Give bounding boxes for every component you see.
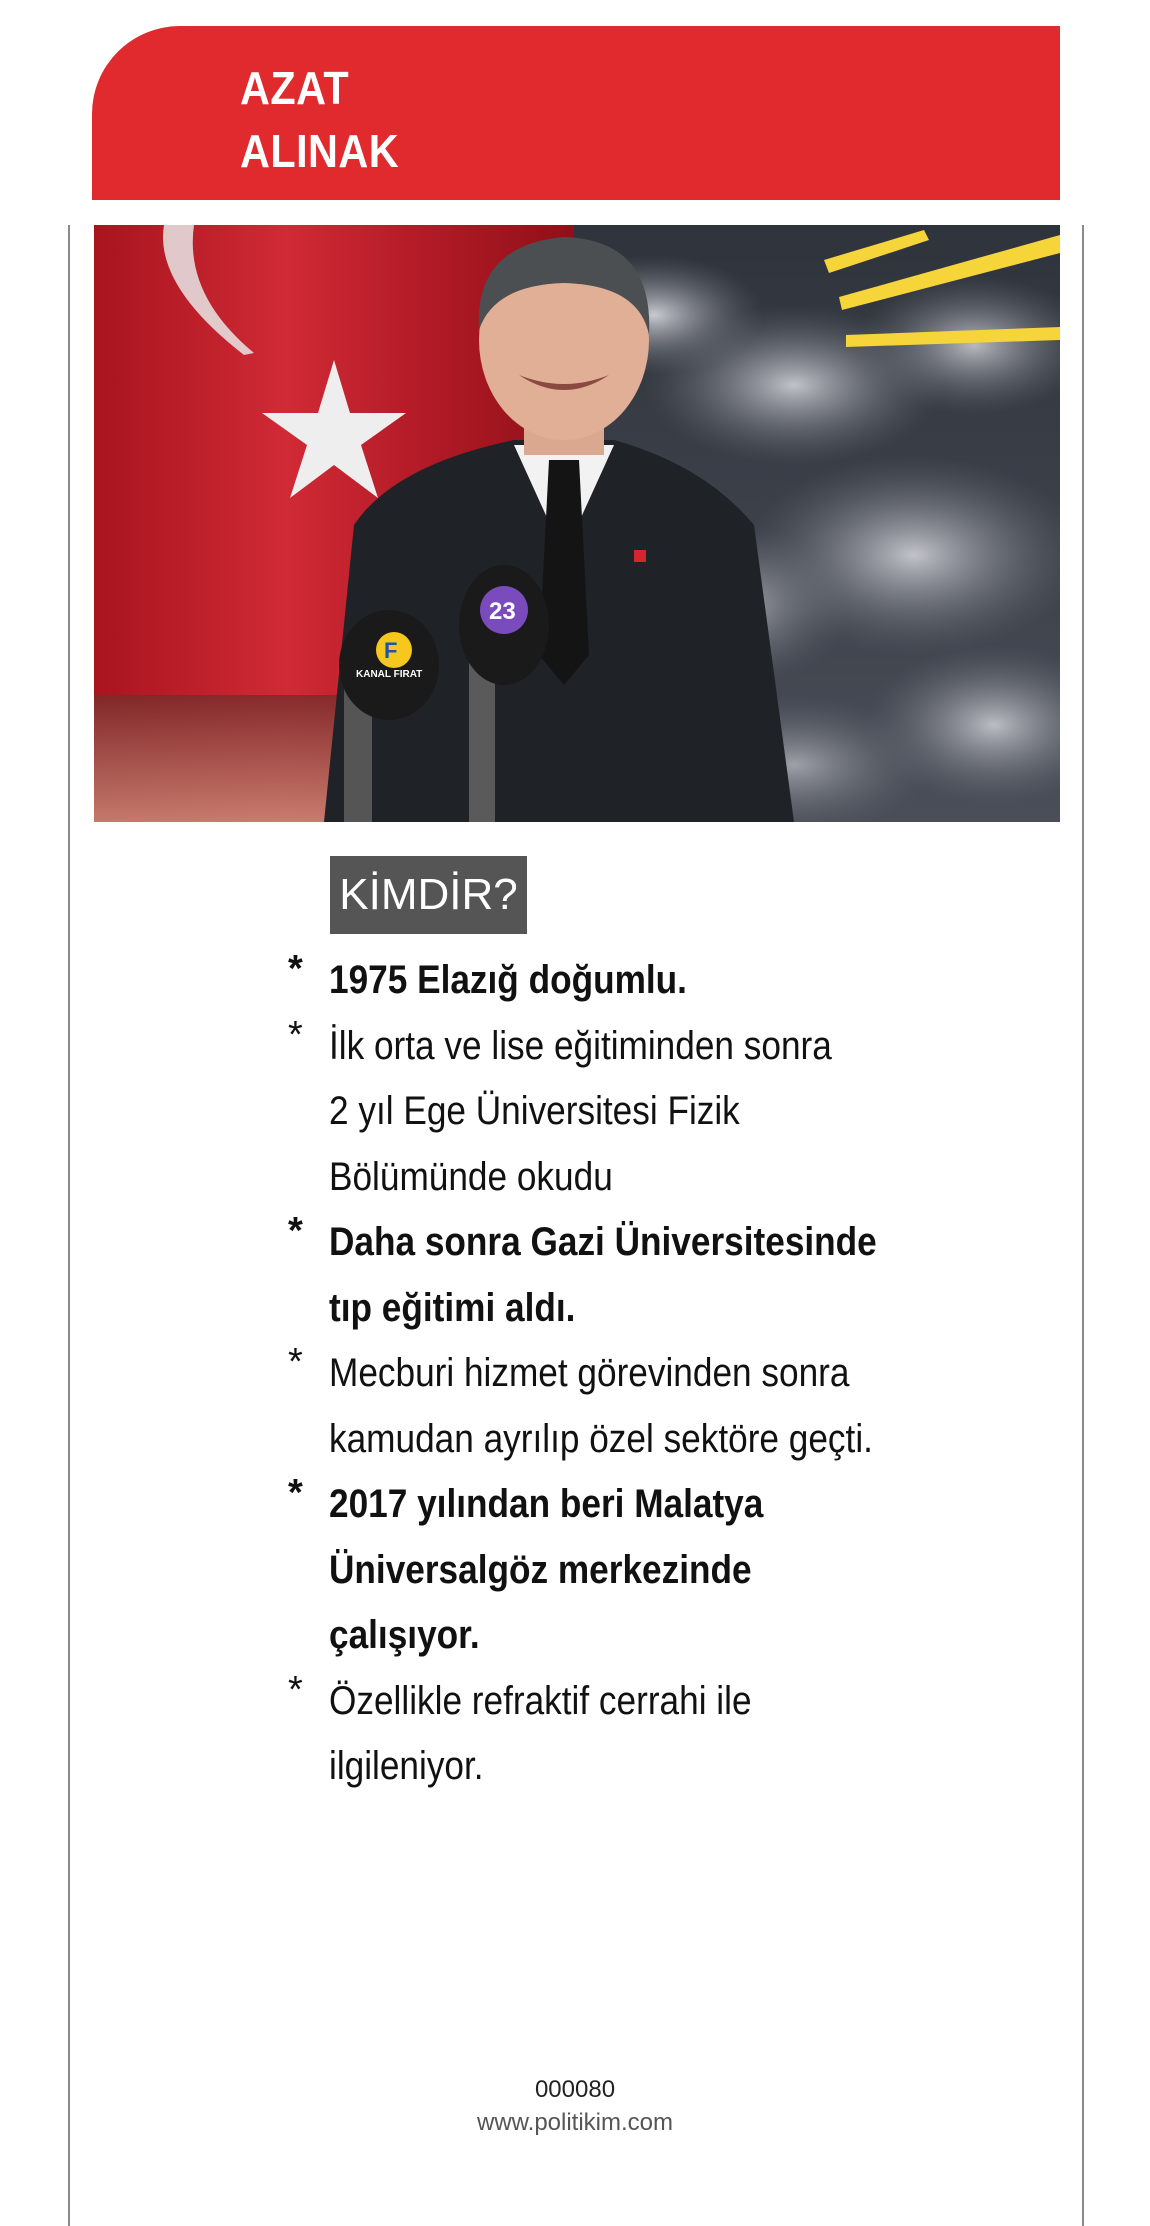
bio-line: İlk orta ve lise eğitiminden sonra xyxy=(329,1023,832,1068)
bullet-star-icon: * xyxy=(288,1013,303,1056)
bio-line: kamudan ayrılıp özel sektöre geçti. xyxy=(329,1416,873,1461)
bio-line: çalışıyor. xyxy=(329,1613,480,1657)
bio-line: 2 yıl Ege Üniversitesi Fizik xyxy=(329,1089,740,1133)
bio-line: Daha sonra Gazi Üniversitesinde xyxy=(329,1220,877,1264)
header-band xyxy=(92,26,1060,200)
bio-item xyxy=(284,1341,984,1472)
bullet-star-icon: * xyxy=(288,1668,303,1711)
bio-line: ilgileniyor. xyxy=(329,1744,484,1788)
bio-line: Üniversalgöz merkezinde xyxy=(329,1547,752,1592)
name-last: ALINAK xyxy=(240,125,400,177)
portrait-photo xyxy=(94,225,1060,822)
bio-item xyxy=(284,948,984,1014)
bio-line: tıp eğitimi aldı. xyxy=(329,1285,576,1330)
bullet-star-icon: * xyxy=(288,1472,303,1514)
footer-website: www.politikim.com xyxy=(476,2109,674,2136)
name-first: AZAT xyxy=(240,62,350,114)
bullet-star-icon: * xyxy=(288,948,303,990)
section-title-badge: KİMDİR? xyxy=(330,856,527,934)
bio-item xyxy=(284,1014,984,1211)
bullet-star-icon: * xyxy=(288,1341,303,1383)
bullet-star-icon: * xyxy=(288,1210,303,1252)
bio-list xyxy=(284,948,984,1800)
mic-logo-kanal-firat: KANAL FIRAT xyxy=(356,669,423,680)
left-frame-line xyxy=(68,225,70,2226)
bio-line: 1975 Elazığ doğumlu. xyxy=(329,958,687,1002)
bio-item xyxy=(284,1472,984,1669)
bio-line: Mecburi hizmet görevinden sonra xyxy=(329,1351,850,1395)
svg-text:F: F xyxy=(384,638,398,663)
bio-line: Özellikle refraktif cerrahi ile xyxy=(329,1678,752,1723)
bio-item xyxy=(284,1669,984,1800)
right-frame-line xyxy=(1082,225,1084,2226)
footer-code: 000080 xyxy=(534,2076,616,2103)
bio-item xyxy=(284,1210,984,1341)
bio-line: 2017 yılından beri Malatya xyxy=(329,1482,764,1526)
mic-logo-23: 23 xyxy=(489,598,516,625)
bio-line: Bölümünde okudu xyxy=(329,1154,613,1199)
